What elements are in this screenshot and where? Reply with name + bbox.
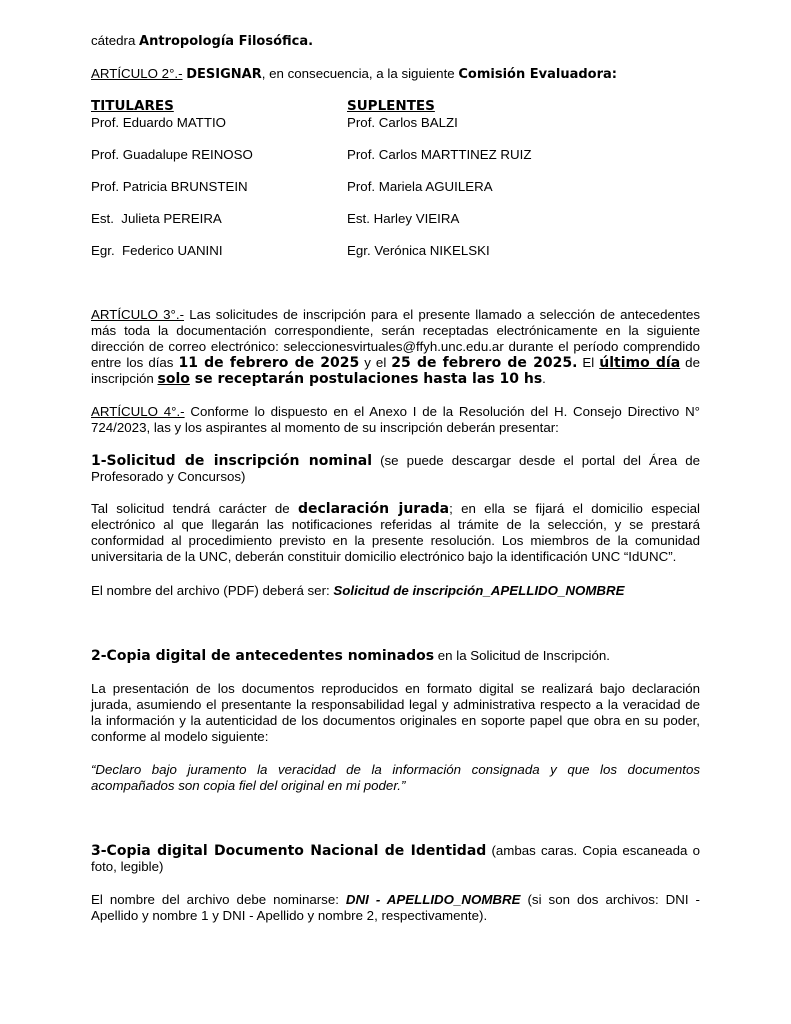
item-3-paragraph: El nombre del archivo debe nominarse: DNI - APELLIDO_NOMBRE (si son dos archivos: DNI - Apellido y nombre 1 y DNI - Apellido y nombre 2, respectivamente).	[91, 892, 700, 923]
suplentes-header: SUPLENTES	[347, 98, 435, 114]
suplente-member: Est. Harley VIEIRA	[347, 211, 460, 226]
item-1-paragraph: Tal solicitud tendrá carácter de declaración jurada; en ella se fijará el domicilio especial electrónico al que llegarán las notificaciones referidas al trámite de la selección, y se prestará conformidad al procedimiento previsto en la presente resolución. Los miembros de la comunidad universitaria de la UNC, deberán constituir domicilio electrónico bajo la identificación UNC “IdUNC”.	[91, 501, 700, 564]
item-3-title: 3-Copia digital Documento Nacional de Identidad (ambas caras. Copia escaneada o foto, legible)	[91, 843, 700, 874]
suplente-member: Prof. Mariela AGUILERA	[347, 179, 493, 194]
item-2-title: 2-Copia digital de antecedentes nominados en la Solicitud de Inscripción.	[91, 648, 610, 664]
suplente-member: Egr. Verónica NIKELSKI	[347, 243, 490, 258]
item-1-filename: El nombre del archivo (PDF) deberá ser: Solicitud de inscripción_APELLIDO_NOMBRE	[91, 583, 625, 598]
titular-member: Prof. Patricia BRUNSTEIN	[91, 179, 248, 194]
filename-format: Solicitud de inscripción_APELLIDO_NOMBRE	[333, 583, 625, 598]
article-4-label: ARTÍCULO 4°.-	[91, 404, 185, 419]
article-2: ARTÍCULO 2°.- DESIGNAR, en consecuencia, a la siguiente Comisión Evaluadora:	[91, 66, 617, 82]
intro-line: cátedra Antropología Filosófica.	[91, 33, 314, 49]
item-2-paragraph: La presentación de los documentos reproducidos en formato digital se realizará bajo declaración jurada, asumiendo el presentante la responsabilidad legal y administrativa respecto a la veracidad de la información y la autenticidad de los documentos originales en soporte papel que obra en su poder, conforme al modelo siguiente:	[91, 681, 700, 744]
suplente-member: Prof. Carlos BALZI	[347, 115, 458, 130]
item-1-title: 1-Solicitud de inscripción nominal (se puede descargar desde el portal del Área de Profesorado y Concursos)	[91, 453, 700, 484]
subject-name: Antropología Filosófica.	[139, 34, 314, 49]
article-3-label: ARTÍCULO 3°.-	[91, 307, 185, 322]
end-date: 25 de febrero de 2025.	[391, 355, 578, 371]
article-4: ARTÍCULO 4°.- Conforme lo dispuesto en el Anexo I de la Resolución del H. Consejo Directivo N° 724/2023, las y los aspirantes al momento de su inscripción deberán presentar:	[91, 404, 700, 435]
sworn-statement-quote: “Declaro bajo juramento la veracidad de la información consignada y que los documentos acompañados son copia fiel del original en mi poder.”	[91, 762, 700, 793]
filename-format: DNI - APELLIDO_NOMBRE	[345, 892, 521, 907]
titular-member: Est. Julieta PEREIRA	[91, 211, 222, 226]
article-3: ARTÍCULO 3°.- Las solicitudes de inscripción para el presente llamado a selección de antecedentes más toda la documentación correspondiente, serán receptadas electrónicamente en la siguiente dirección de correo electrónico: seleccionesvirtuales@ffyh.unc.edu.ar durante el período comprendido entre los días 11 de febrero de 2025 y el 25 de febrero de 2025. El último día de inscripción solo se receptarán postulaciones hasta las 10 hs.	[91, 307, 700, 387]
titular-member: Prof. Eduardo MATTIO	[91, 115, 226, 130]
start-date: 11 de febrero de 2025	[178, 355, 360, 371]
article-2-label: ARTÍCULO 2°.-	[91, 66, 183, 81]
titular-member: Prof. Guadalupe REINOSO	[91, 147, 253, 162]
suplente-member: Prof. Carlos MARTTINEZ RUIZ	[347, 147, 532, 162]
titulares-header: TITULARES	[91, 98, 174, 114]
titular-member: Egr. Federico UANINI	[91, 243, 223, 258]
